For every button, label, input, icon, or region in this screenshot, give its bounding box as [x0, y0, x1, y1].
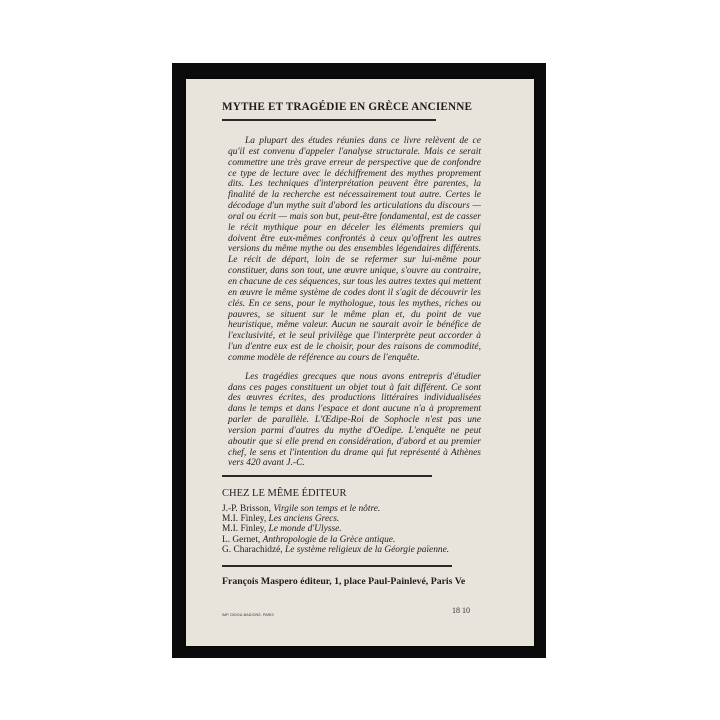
- book-title-item: Virgile son temps et le nôtre.: [273, 504, 381, 514]
- book-title: MYTHE ET TRAGÉDIE EN GRÈCE ANCIENNE: [222, 101, 473, 113]
- book-author: M.I. Finley,: [222, 514, 267, 525]
- book-author: M.I. Finley,: [222, 524, 267, 535]
- book-author: J.-P. Brisson,: [222, 504, 271, 514]
- printer-imprint: IMP. DIDOU-BADIONS, PARIS: [222, 613, 274, 617]
- book-author: G. Charachidzé,: [222, 544, 283, 555]
- title-rule: [222, 119, 436, 121]
- book-back-cover: [186, 79, 534, 646]
- list-item: [222, 545, 512, 555]
- book-title-item: Anthropologie de la Grèce antique.: [262, 534, 396, 545]
- section-rule: [222, 475, 432, 477]
- book-title-item: Le système religieux de la Géorgie païenne.: [285, 544, 450, 555]
- catalog-code: 18 10: [452, 606, 470, 615]
- list-item: [222, 514, 512, 524]
- publisher-address: François Maspero éditeur, 1, place Paul-Painlevé, Paris Ve: [222, 576, 466, 587]
- book-title-item: Les anciens Grecs.: [268, 514, 340, 525]
- list-item: [222, 504, 512, 514]
- list-item: [222, 524, 512, 534]
- list-item: [222, 535, 512, 545]
- book-author: L. Gernet,: [222, 534, 261, 545]
- same-publisher-heading: CHEZ LE MÊME ÉDITEUR: [222, 488, 347, 499]
- publisher-rule: [222, 565, 452, 567]
- book-list: [222, 504, 512, 555]
- blurb-paragraph: La plupart des études réunies dans ce livre relèvent de ce qu'il est convenu d'appeler l'analyse structurale. Mais ce serait commettre une très grave erreur de perspective que de confondre ce type de lecture avec le déchiffrement des mythes proprement dits. Les techniques d'interprétation peuvent être parentes, la finalité de la recherche est nécessairement tout autre. Certes le décodage d'un mythe suit d'abord les articulations du discours — oral ou écrit — mais son but, peut-être fondamental, est de casser le récit mythique pour en déceler les éléments premiers qui doivent être eux-mêmes confrontés à ceux qu'offrent les autres versions du même mythe ou des ensembles légendaires différents. Le récit de départ, loin de se refermer sur lui-même pour constituer, dans son tout, une œuvre unique, s'ouvre au contraire, en chacune de ces séquences, sur tous les autres textes qui mettent en œuvre le même système de codes dont il s'agit de découvrir les clés. En ce sens, pour le mythologue, tous les mythes, riches ou pauvres, se situent sur le même plan et, du point de vue heuristique, même valeur. Aucun ne saurait avoir le bénéfice de l'exclusivité, et le seul privilège que l'interprète peut accorder à l'un d'entre eux est de le choisir, pour des raisons de commodité, comme modèle de référence au cours de l'enquête.: [228, 136, 481, 363]
- blurb-paragraph: Les tragédies grecques que nous avons entrepris d'étudier dans ces pages constituent un objet tout à fait différent. Ce sont des œuvres écrites, des productions littéraires individualisées dans le temps et dans l'espace et dont aucune n'a à proprement parler de parallèle. L'Œdipe-Roi de Sophocle n'est pas une version parmi d'autres du mythe d'Oedipe. L'enquête ne peut aboutir que si elle prend en considération, d'abord et au premier chef, le sens et l'intention du drame qui fut représenté à Athènes vers 420 avant J.-C.: [228, 371, 481, 469]
- blurb: [228, 136, 481, 469]
- book-title-item: Le monde d'Ulysse.: [268, 524, 342, 535]
